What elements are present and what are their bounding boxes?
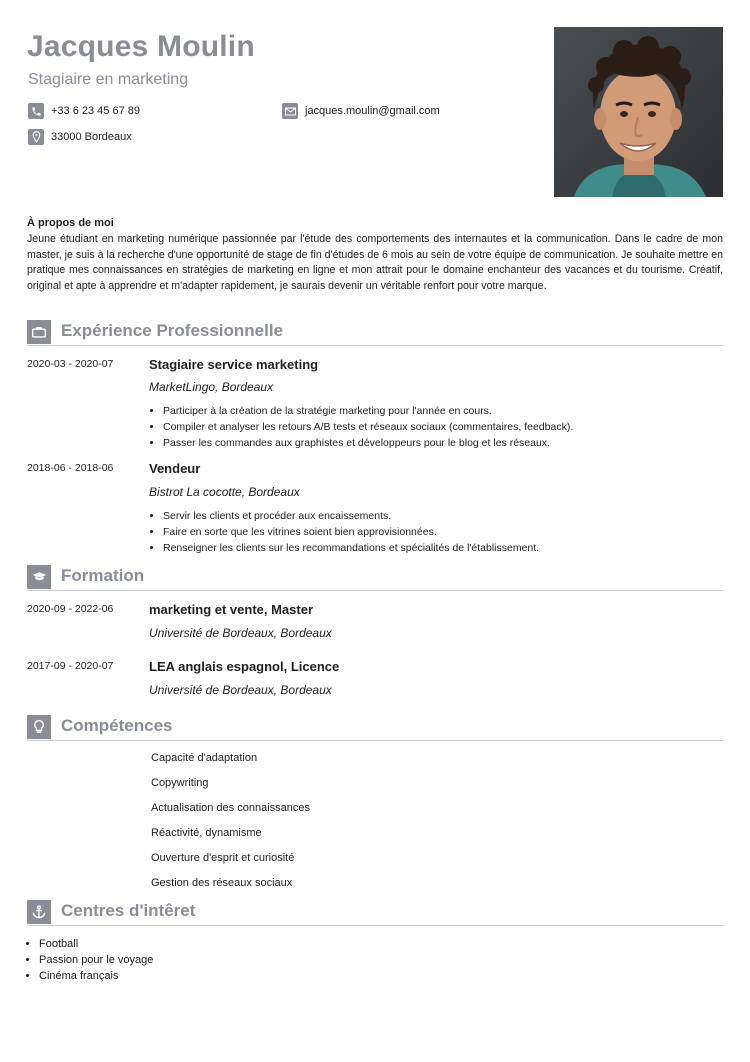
education-org: Université de Bordeaux, Bordeaux — [149, 626, 332, 640]
education-section-header — [27, 564, 723, 591]
skills-section-header — [27, 714, 723, 741]
education-title: LEA anglais espagnol, Licence — [149, 659, 340, 674]
experience-date: 2020-03 - 2020-07 — [27, 358, 114, 370]
list-item: • Cinéma français — [39, 968, 153, 984]
envelope-icon — [282, 103, 298, 119]
contact-phone — [28, 103, 140, 119]
about-text: Jeune étudiant en marketing numérique passionnée par l'étude des comportements des internautes et la communication. Dans le cadre de mon master, je suis à la recherche d'une opportunité de stage de fin d'études de 6 mois au sein de votre équipe de communication. Je souhaite mettre en pratique mes connaissances en stratégies de marketing en ligne et mon attrait pour le domaine enchanteur des vacances et du tourisme. Créatif, original et apte à apprendre et m'adapter rapidement, je saurais devenir un véritable renfort pour votre marque. — [27, 233, 724, 292]
interests-heading: Centres d'intêret — [61, 901, 196, 920]
skill-item: Gestion des réseaux sociaux — [151, 877, 293, 889]
experience-heading: Expérience Professionnelle — [61, 321, 284, 340]
job-title: Stagiaire en marketing — [28, 71, 189, 88]
graduation-cap-icon — [27, 565, 51, 589]
education-org: Université de Bordeaux, Bordeaux — [149, 683, 332, 697]
anchor-icon — [27, 900, 51, 924]
skill-item: Ouverture d'esprit et curiosité — [151, 852, 295, 864]
skill-item: Réactivité, dynamisme — [151, 827, 262, 839]
candidate-name: Jacques Moulin — [27, 30, 255, 63]
experience-bullets — [149, 508, 539, 557]
interests-section-header — [27, 899, 723, 926]
education-title: marketing et vente, Master — [149, 602, 314, 617]
list-item: • Faire en sorte que les vitrines soient bien approvisionnées. — [163, 524, 539, 540]
education-heading: Formation — [61, 566, 145, 585]
address-text: 33000 Bordeaux — [51, 131, 132, 143]
skills-heading: Compétences — [61, 716, 173, 735]
experience-org: Bistrot La cocotte, Bordeaux — [149, 485, 300, 499]
experience-org: MarketLingo, Bordeaux — [149, 380, 274, 394]
lightbulb-icon — [27, 715, 51, 739]
contact-address — [28, 129, 132, 145]
list-item: • Passer les commandes aux graphistes et développeurs pour le blog et les réseaux. — [163, 435, 573, 451]
experience-title: Stagiaire service marketing — [149, 357, 319, 372]
list-item: • Renseigner les clients sur les recommandations et spécialités de l'établissement. — [163, 540, 539, 556]
list-item: • Passion pour le voyage — [39, 952, 153, 968]
list-item: • Compiler et analyser les retours A/B tests et réseaux sociaux (commentaires, feedback). — [163, 419, 573, 435]
skill-item: Copywriting — [151, 777, 209, 789]
interests-list — [27, 936, 153, 984]
experience-title: Vendeur — [149, 461, 201, 476]
experience-date: 2018-06 - 2018-06 — [27, 462, 114, 474]
briefcase-icon — [27, 320, 51, 344]
skill-item: Actualisation des connaissances — [151, 802, 310, 814]
list-item: • Participer à la création de la stratégie marketing pour l'année en cours. — [163, 403, 573, 419]
experience-bullets — [149, 403, 573, 452]
profile-photo — [554, 27, 723, 197]
list-item: • Servir les clients et procéder aux encaissements. — [163, 508, 539, 524]
skill-item: Capacité d'adaptation — [151, 752, 258, 764]
email-text: jacques.moulin@gmail.com — [305, 105, 440, 117]
phone-text: +33 6 23 45 67 89 — [51, 105, 140, 117]
experience-section-header — [27, 319, 723, 346]
phone-icon — [28, 103, 44, 119]
education-date: 2020-09 - 2022-06 — [27, 603, 114, 615]
contact-email — [282, 103, 440, 119]
about-title: À propos de moi — [27, 217, 114, 229]
education-date: 2017-09 - 2020-07 — [27, 660, 114, 672]
map-pin-icon — [28, 129, 44, 145]
list-item: • Football — [39, 936, 153, 952]
